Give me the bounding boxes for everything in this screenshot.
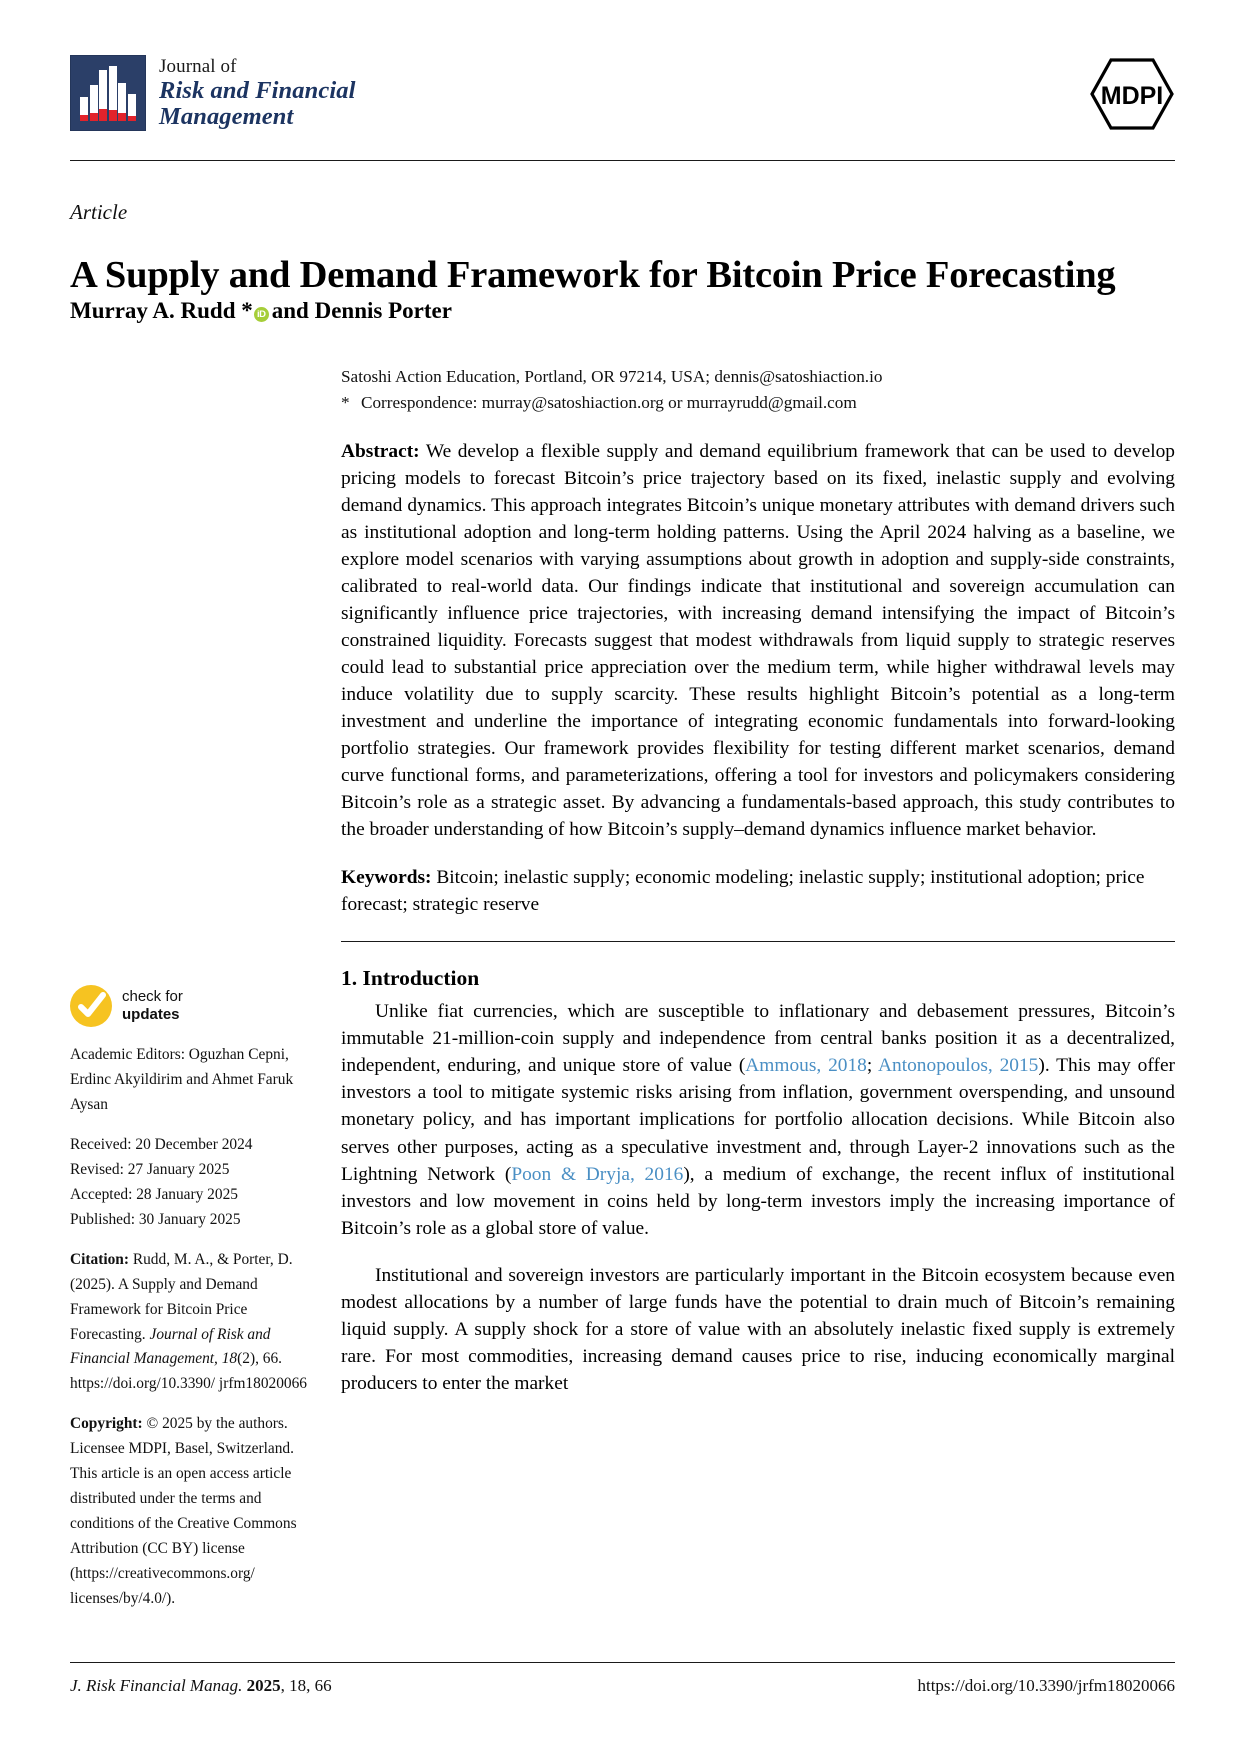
- citation-antonopoulos-sep: ,: [987, 1055, 1000, 1077]
- check-for-updates-badge[interactable]: [70, 985, 318, 1027]
- footer-doi: https://doi.org/10.3390/jrfm18020066: [917, 1676, 1175, 1695]
- date-accepted: Accepted: 28 January 2025: [70, 1185, 238, 1203]
- journal-title-prefix: Journal of: [159, 56, 237, 77]
- page-footer: [70, 1676, 1175, 1696]
- author-list: [70, 298, 452, 324]
- check-for-updates-line1: check for: [122, 988, 183, 1006]
- citation-block: [70, 1248, 318, 1398]
- citation-poon-year: 2016: [644, 1163, 684, 1185]
- intro-p1-part-a: Unlike fiat currencies, which are susceptible to inflationary and debasement pressures, Bitcoin’s immutable 21-million-coin supply and independence from central banks position it as a decentralized, independent, enduring, and unique store of value (: [341, 1000, 1175, 1077]
- header-divider: [70, 160, 1175, 161]
- section-heading-introduction: 1. Introduction: [341, 965, 480, 990]
- page-header: [70, 55, 1175, 155]
- intro-p1-part-d: ), a medium of exchange, the recent influx of institutional investors and low movement in coins held by long-term investors imply the increasing importance of Bitcoin’s role as a global store of value.: [341, 1163, 1175, 1239]
- citation-poon-sep: ,: [629, 1163, 645, 1185]
- page-title: A Supply and Demand Framework for Bitcoin Price Forecasting: [70, 253, 1116, 296]
- abstract-section: [341, 439, 1175, 844]
- intro-p1-part-c: ). This may offer investors a tool to mitigate systemic risks arising from inflation, government overspending, and unsound monetary policy, and has important implications for portfolio allocation decisions. While Bitcoin also serves other purposes, acting as a speculative investment and, through Layer-2 innovations such as the Lightning Network (: [341, 1055, 1176, 1185]
- main-column: [341, 364, 1175, 1417]
- journal-title-line1: Risk and Financial: [159, 76, 356, 104]
- citation-text-a: Rudd, M. A., & Porter, D. (2025). A Supply and Demand Framework for Bitcoin Price Forecasting.: [70, 1250, 293, 1343]
- citation-antonopoulos-author: Antonopoulos: [878, 1055, 988, 1077]
- correspondence-marker: *: [341, 393, 350, 413]
- orcid-icon[interactable]: iD: [254, 307, 269, 322]
- citation-poon-author: Poon & Dryja: [511, 1163, 630, 1185]
- date-received: Received: 20 December 2024: [70, 1135, 253, 1153]
- footer-divider: [70, 1662, 1175, 1663]
- footer-year: 2025: [246, 1676, 281, 1695]
- copyright-label: Copyright:: [70, 1415, 143, 1433]
- copyright-text: © 2025 by the authors. Licensee MDPI, Basel, Switzerland. This article is an open access article distributed under the terms and conditions of the Creative Commons Attribution (CC BY) license (https://creativecommons.org/ licenses/by/4.0/).: [70, 1415, 297, 1608]
- footer-citation: [70, 1676, 332, 1696]
- date-revised: Revised: 27 January 2025: [70, 1160, 230, 1178]
- citation-ammous-year: 2018: [828, 1055, 867, 1077]
- citation-text-b: (2), 66. https://doi.org/10.3390/ jrfm18020066: [70, 1350, 307, 1393]
- footer-journal-short: J. Risk Financial Manag.: [70, 1676, 243, 1695]
- keywords-section: [341, 865, 1175, 919]
- intro-p1-part-b: ;: [866, 1055, 879, 1077]
- copyright-block: [70, 1412, 318, 1612]
- author-secondary: and Dennis Porter: [271, 298, 452, 323]
- affiliation-block: [341, 364, 1175, 416]
- mdpi-logo-icon: [1089, 57, 1175, 131]
- citation-ammous-sep: ,: [816, 1055, 829, 1077]
- sidebar-metadata: [70, 985, 318, 1627]
- article-type-label: Article: [70, 200, 128, 224]
- journal-title: [159, 55, 356, 130]
- article-dates: [70, 1133, 318, 1233]
- introduction-paragraph-2: Institutional and sovereign investors are particularly important in the Bitcoin ecosystem because even modest allocations by a number of large funds have the potential to drain much of Bitcoin’s remaining liquid supply. A supply shock for a store of value with an absolutely inelastic fixed supply is extremely rare. For most commodities, increasing demand causes price to rise, inducing economically marginal producers to enter the market: [341, 1264, 1175, 1395]
- affiliation-line: Satoshi Action Education, Portland, OR 97214, USA; dennis@satoshiaction.io: [341, 367, 883, 386]
- citation-link-antonopoulos[interactable]: [878, 1055, 1038, 1076]
- section-divider: [341, 941, 1175, 942]
- date-published: Published: 30 January 2025: [70, 1210, 241, 1228]
- footer-volume-issue: , 18, 66: [280, 1676, 332, 1695]
- check-for-updates-line2: updates: [122, 1006, 180, 1023]
- abstract-label: Abstract:: [341, 441, 420, 463]
- citation-link-ammous[interactable]: [745, 1055, 867, 1076]
- citation-antonopoulos-year: 2015: [999, 1055, 1039, 1077]
- check-mark-icon: [70, 985, 112, 1027]
- correspondence-text: Correspondence: murray@satoshiaction.org or murrayrudd@gmail.com: [361, 393, 857, 413]
- journal-logo-icon: [70, 55, 146, 131]
- abstract-text: We develop a flexible supply and demand equilibrium framework that can be used to develop pricing models to forecast Bitcoin’s price trajectory based on its fixed, inelastic supply and evolving demand dynamics. This approach integrates Bitcoin’s unique monetary attributes with demand drivers such as institutional adoption and long-term holding patterns. Using the April 2024 halving as a baseline, we explore model scenarios with varying assumptions about growth in adoption and supply-side constraints, calibrated to real-world data. Our findings indicate that institutional and sovereign accumulation can significantly influence price trajectories, with increasing demand intensifying the impact of Bitcoin’s constrained liquidity. Forecasts suggest that modest withdrawals from liquid supply to strategic reserves could lead to substantial price appreciation over the medium term, while higher withdrawal levels may induce volatility due to supply scarcity. These results highlight Bitcoin’s potential as a long-term investment and underline the importance of integrating economic fundamentals into forward-looking portfolio strategies. Our framework provides flexibility for testing different market scenarios, demand curve functional forms, and parameterizations, offering a tool for investors and policymakers considering Bitcoin’s role as a strategic asset. By advancing a fundamentals-based approach, this study contributes to the broader understanding of how Bitcoin’s supply–demand dynamics influence market behavior.: [341, 441, 1175, 840]
- author-primary: Murray A. Rudd *: [70, 298, 253, 323]
- citation-label: Citation:: [70, 1250, 129, 1268]
- citation-ammous-author: Ammous: [745, 1055, 817, 1077]
- journal-title-line2: Management: [159, 102, 294, 130]
- citation-journal-name: Journal of Risk and Financial Management, 18: [70, 1325, 271, 1368]
- correspondence-line: [341, 390, 1175, 416]
- introduction-paragraph-1: [341, 998, 1175, 1242]
- mdpi-logo-text: MDPI: [1100, 82, 1164, 110]
- academic-editors: Academic Editors: Oguzhan Cepni, Erdinc Akyildirim and Ahmet Faruk Aysan: [70, 1046, 294, 1113]
- journal-branding: [70, 55, 356, 131]
- citation-link-poon-dryja[interactable]: [511, 1164, 683, 1185]
- keywords-label: Keywords:: [341, 866, 432, 888]
- keywords-text: Bitcoin; inelastic supply; economic modeling; inelastic supply; institutional adoption; price forecast; strategic reserve: [341, 866, 1145, 915]
